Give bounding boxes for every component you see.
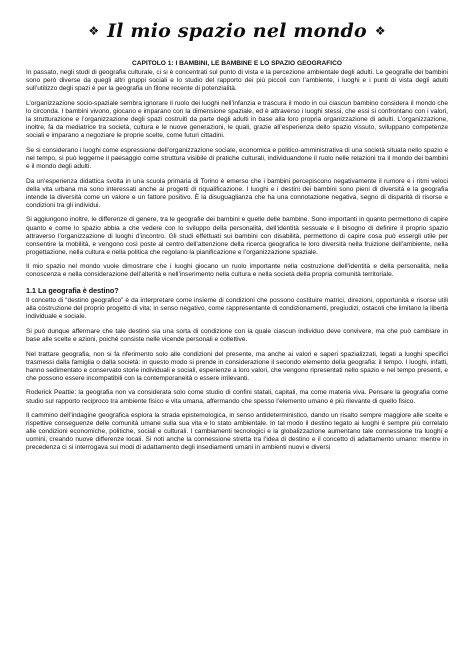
document-title: Il mio spazio nel mondo <box>107 20 367 42</box>
diamond-ornament-icon: ❖ <box>88 24 100 38</box>
paragraph: L’organizzazione socio-spaziale sembra ignorare il ruolo dei luoghi nell’infanzia e trascura il modo in cui ciascun bambino considera il mondo che lo circonda. I bambini vivono, giocano e imparano con la dimensione spaziale, ed è attraverso i luoghi stessi, che essi si confrontano con i valori, la strutturazione e l’organizzazione degli spazi costruiti da parte degli adulti in base alla loro propria organizzazione di adulti. L’organizzazione, inoltre, fa da mediatrice tra società, cultura e le nuove generazioni, le quali, grazie all’esperienza dello spazio vissuto, sviluppano competenze sociali e imparano a negoziare le proprie scelte, come futuri cittadini. <box>26 99 448 140</box>
paragraph: Si può dunque affermare che tale destino sia una sorta di condizione con la quale ciascun individuo deve convivere, ma che può cambiare in base alle scelte e azioni, poiché consiste nelle vicende personali e collettive. <box>26 327 448 343</box>
paragraph: Il cammino dell’indagine geografica esplora la strada epistemologica, in senso antideterministico, dando un risalto sempre maggiore alle scelte e rispettive conseguenze delle comunità umane sulla sua vita e lo stato ambientale. In tal modo il destino legato ai luoghi è sempre più correlato alle condizioni economiche, politiche, sociali e culturali. I cambiamenti tecnologici e la globalizzazione aumentano tale connessione tra luoghi e uomini, creando nuove differenze locali. Si noti anche la connessione stretta tra l’idea di destino e il concetto di adattamento umano: mentre in precedenza ci si interrogava sui modi di adattamento degli insediamenti umani in ambienti nuovi e diversi <box>26 412 448 452</box>
title-row <box>26 20 448 42</box>
paragraph: In passato, negli studi di geografia culturale, ci si è concentrati sul punto di vista e la percezione ambientale degli adulti. Le geografie dei bambini sono però diverse da quegli altri gruppi sociali e lo studio del rapporto dei più piccoli con l’ambiente, i luoghi e i punti di vista degli adulti sull’utilizzo degli spazi è per la geografia un filone recente di potenzialità. <box>26 69 448 93</box>
diamond-ornament-icon: ❖ <box>374 24 386 38</box>
paragraph: Nel trattare geografia, non si fa riferimento solo alle condizioni del presente, ma anche ai valori e saperi spazializzati, legati a luoghi specifici trasmessi dalla famiglia o dalla società: in questo modo si prende in considerazione il secondo elemento della geografia: il tempo. I luoghi, infatti, hanno sedimentato e conservato storie individuali e sociali, esperienze a loro valori, che vengono ripresentati nello spazio e nel tempo presenti, e che possono essere incompatibili con la contemporaneità o essere irrilevanti. <box>26 350 448 382</box>
paragraph: Roderick Peattie: la geografia non va considerata solo come studio di confini statali, capitali, ma come materia viva. Pensare la geografia come studio sul rapporto reciproco tra ambiente fisico e vita umana, affermando che spesso l’elemento umano è più rilevante di quello fisico. <box>26 389 448 405</box>
paragraph: Si aggiungono inoltre, le differenze di genere, tra le geografie dei bambini e quelle delle bambine. Sono importanti in quanto permettono di capire quanto e come lo spazio abbia a che vedere con lo sviluppo della personalità, dell’identità sessuale e il bisogno di definire il proprio spazio attraverso l’organizzazione di luoghi d’incontro. Gli studi effettuati sui bambini con disabilità, permettono di capire cosa può essergli utile per consentire la mobilità, e vengono così poste al centro dell’attenzione della ricerca geografica le loro diversità nella fruizione dell’ambiente, nella progettazione, nella cultura e nella politica che regolano la pianificazione e l’organizzazione spaziale. <box>26 216 448 256</box>
paragraph: Il concetto di “destino geografico” è da interpretare come insieme di condizioni che possono costituire matrici, direzioni, opportunità e risorse utili alla costruzione del proprio progetto di vita; in senso negativo, come rappresentante di condizionamenti, pregiudizi, ostacoli che limitano la libertà individuale e sociale. <box>26 297 448 321</box>
section-heading: 1.1 La geografia è destino? <box>26 286 119 296</box>
paragraph: Se si considerano i luoghi come espressione dell’organizzazione sociale, economica e politico-amministrativa di una società situata nello spazio e nel tempo, si può leggerne il paesaggio come struttura visibile di pratiche culturali, individuandone il ruolo nelle relazioni tra il mondo dei bambini e il mondo degli adulti. <box>26 146 448 170</box>
paragraph: Da un’esperienza didattica svolta in una scuola primaria di Torino è emerso che i bambini percepiscono negativamente il rumore e i ritmi veloci della vita urbana ma sono interessati anche ai progetti di riqualificazione. I luoghi e i destini dei bambini sono pieni di diversità e la geografia intende la diversità come un valore e un fattore positivo. È la disuguaglianza che ha una connotazione negativa, segno di disparità di risorse e condizioni tra gli individui. <box>26 177 448 209</box>
paragraph: Il mio spazio nel mondo vuole dimostrare che i luoghi giocano un ruolo importante nella costruzione dell’identità e della personalità, nella conoscenza e nella considerazione dell’alterità e nell’inserimento nella cultura e nella società della propria comunità territoriale. <box>26 263 448 279</box>
chapter-heading: CAPITOLO 1: I BAMBINI, LE BAMBINE E LO SPAZIO GEOGRAFICO <box>131 60 343 67</box>
